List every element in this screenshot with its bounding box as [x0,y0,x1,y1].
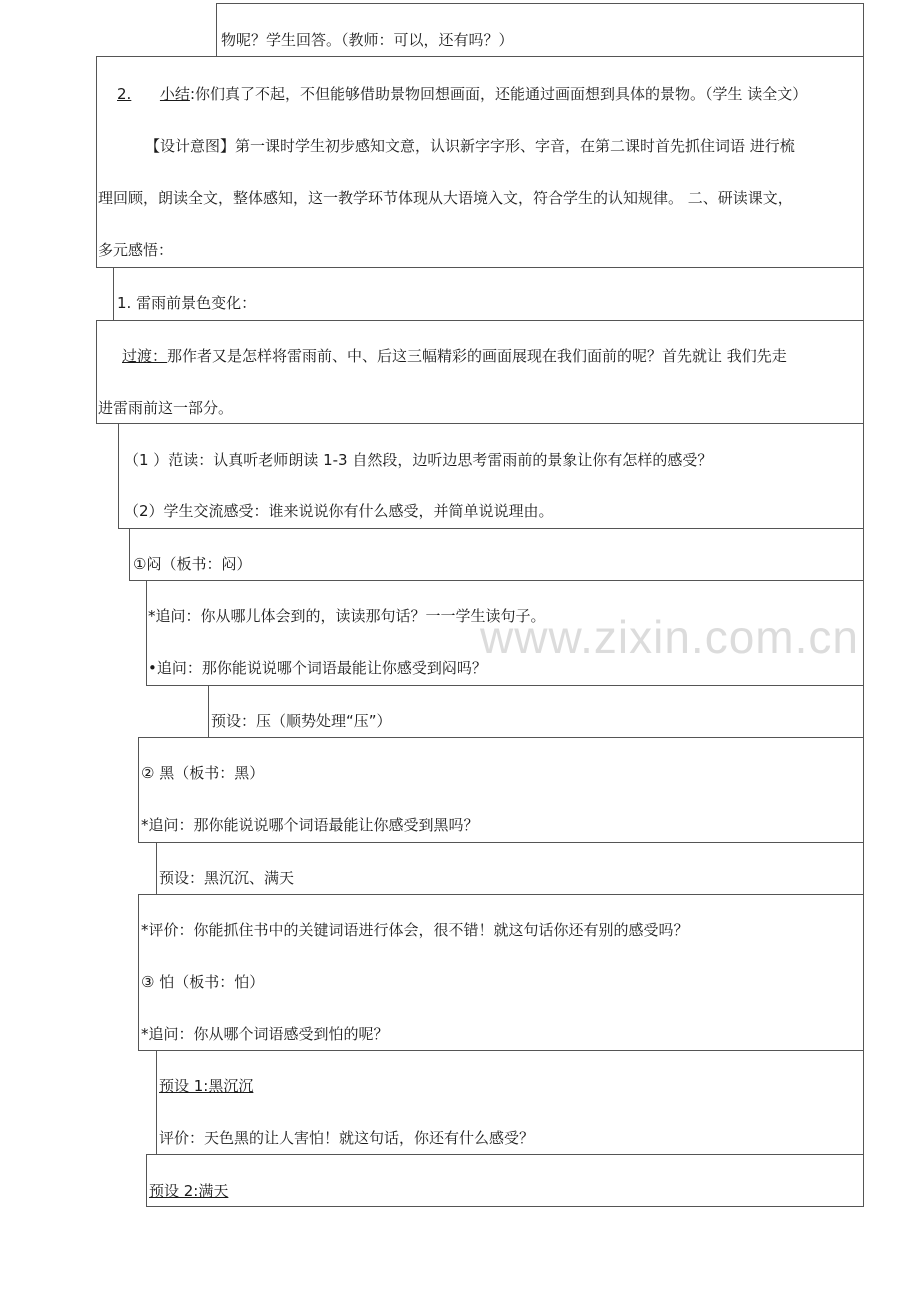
line-21: 预设 1:黑沉沉 [159,1077,254,1095]
line-14: 预设：压（顺势处理“压”） [211,712,392,730]
line-4: 理回顾，朗读全文，整体感知，这一教学环节体现从大语境入文，符合学生的认知规律。 二、研读课文， [98,189,793,207]
line-11: ①闷（板书：闷） [133,555,252,573]
item-number: 2. [117,85,132,103]
line-22: 评价：天色黑的让人害怕！就这句话，你还有什么感受？ [159,1129,535,1147]
line-23: 预设 2:满天 [149,1182,229,1200]
summary-label: 小结 [159,85,190,103]
line-3: 【设计意图】第一课时学生初步感知文意，认识新字字形、字音，在第二课时首先抓住词语 进行梳 [145,137,795,155]
line-18: *评价：你能抓住书中的关键词语进行体会，很不错！就这句话你还有别的感受吗？ [141,921,689,939]
line-17: 预设：黑沉沉、满天 [159,869,295,887]
line-15: ② 黑（板书：黑） [141,764,265,782]
line-10: （2）学生交流感受：谁来说说你有什么感受，并简单说说理由。 [124,502,554,520]
line-5: 多元感悟： [98,241,174,259]
line-16: *追问：那你能说说哪个词语最能让你感受到黑吗？ [141,816,479,834]
watermark: www.zixin.com.cn [480,611,859,663]
line-7 [122,346,787,366]
line-12: *追问：你从哪儿体会到的，读读那句话？一一学生读句子。 [148,607,546,625]
line-20: *追问：你从哪个词语感受到怕的呢？ [141,1025,389,1043]
line-19: ③ 怕（板书：怕） [141,973,265,991]
line-13: •追问：那你能说说哪个词语最能让你感受到闷吗？ [148,659,487,677]
line-6: 1. 雷雨前景色变化： [117,294,257,312]
line-2 [117,84,807,104]
line-1: 物呢？学生回答。（教师：可以，还有吗？） [221,31,514,49]
cell-13 [146,1154,864,1207]
transition-text: 那作者又是怎样将雷雨前、中、后这三幅精彩的画面展现在我们面前的呢？首先就让 我们先走 [167,347,787,365]
line-9: （1 ）范读：认真听老师朗读 1-3 自然段，边听边思考雷雨前的景象让你有怎样的感受？ [124,451,713,469]
summary-text: :你们真了不起，不但能够借助景物回想画面，还能通过画面想到具体的景物。（学生 读全文） [189,85,808,103]
line-8: 进雷雨前这一部分。 [98,399,234,417]
transition-label: 过渡： [122,347,168,365]
